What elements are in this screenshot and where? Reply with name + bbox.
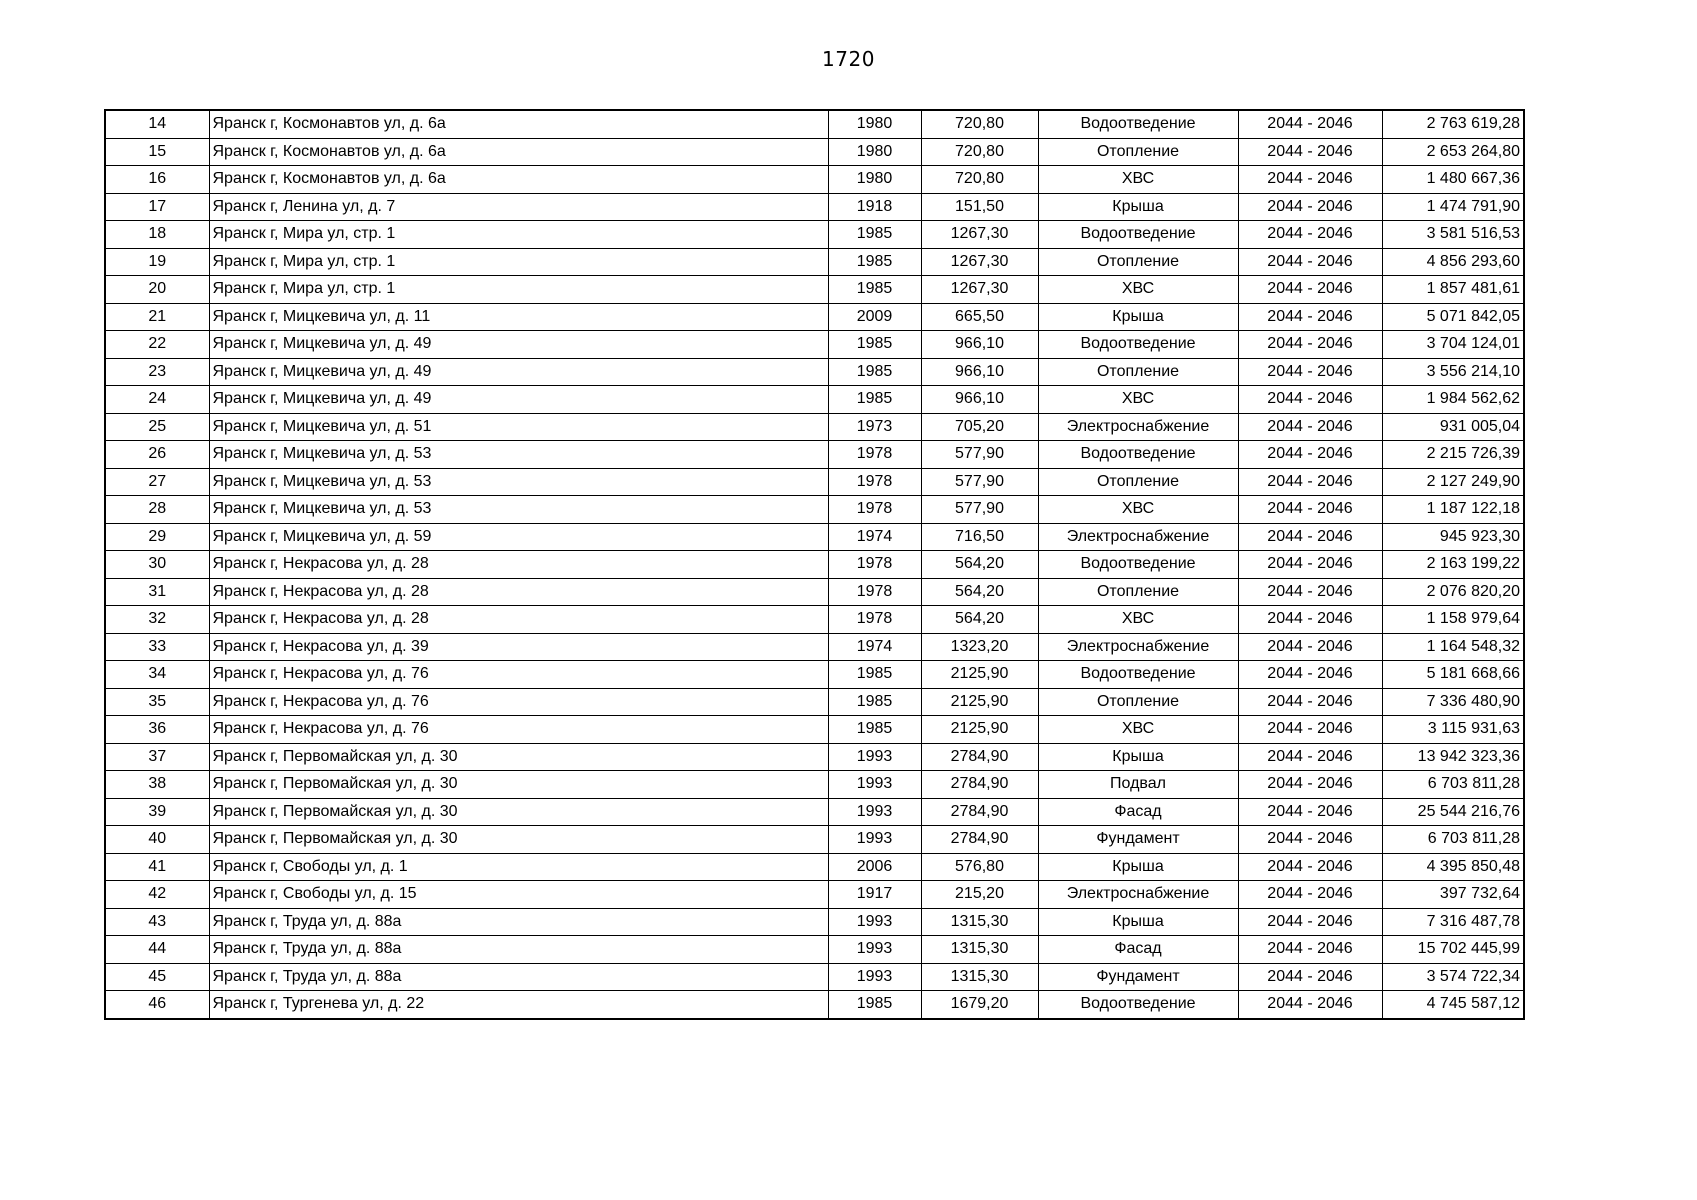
build-year-cell: 1985 bbox=[828, 386, 921, 414]
build-year-cell: 1993 bbox=[828, 963, 921, 991]
address-cell: Яранск г, Труда ул, д. 88а bbox=[209, 963, 828, 991]
row-number-cell: 14 bbox=[105, 110, 209, 138]
area-cell: 966,10 bbox=[921, 331, 1038, 359]
work-type-cell: Фасад bbox=[1038, 936, 1238, 964]
work-type-cell: ХВС bbox=[1038, 166, 1238, 194]
row-number-cell: 36 bbox=[105, 716, 209, 744]
work-type-cell: Фасад bbox=[1038, 798, 1238, 826]
work-type-cell: Крыша bbox=[1038, 303, 1238, 331]
area-cell: 576,80 bbox=[921, 853, 1038, 881]
area-cell: 1267,30 bbox=[921, 276, 1038, 304]
work-type-cell: Электроснабжение bbox=[1038, 881, 1238, 909]
address-cell: Яранск г, Некрасова ул, д. 28 bbox=[209, 551, 828, 579]
row-number-cell: 33 bbox=[105, 633, 209, 661]
table-row bbox=[105, 853, 1524, 881]
build-year-cell: 1978 bbox=[828, 468, 921, 496]
work-type-cell: ХВС bbox=[1038, 496, 1238, 524]
address-cell: Яранск г, Мира ул, стр. 1 bbox=[209, 248, 828, 276]
period-cell: 2044 - 2046 bbox=[1238, 496, 1382, 524]
table-row bbox=[105, 798, 1524, 826]
period-cell: 2044 - 2046 bbox=[1238, 771, 1382, 799]
table-row bbox=[105, 688, 1524, 716]
build-year-cell: 1978 bbox=[828, 441, 921, 469]
address-cell: Яранск г, Труда ул, д. 88а bbox=[209, 936, 828, 964]
build-year-cell: 1993 bbox=[828, 936, 921, 964]
period-cell: 2044 - 2046 bbox=[1238, 633, 1382, 661]
cost-cell: 2 127 249,90 bbox=[1382, 468, 1524, 496]
row-number-cell: 30 bbox=[105, 551, 209, 579]
cost-cell: 2 076 820,20 bbox=[1382, 578, 1524, 606]
period-cell: 2044 - 2046 bbox=[1238, 606, 1382, 634]
address-cell: Яранск г, Некрасова ул, д. 76 bbox=[209, 716, 828, 744]
build-year-cell: 1985 bbox=[828, 276, 921, 304]
build-year-cell: 1993 bbox=[828, 771, 921, 799]
address-cell: Яранск г, Свободы ул, д. 15 bbox=[209, 881, 828, 909]
address-cell: Яранск г, Некрасова ул, д. 28 bbox=[209, 578, 828, 606]
address-cell: Яранск г, Некрасова ул, д. 39 bbox=[209, 633, 828, 661]
table-row bbox=[105, 468, 1524, 496]
cost-cell: 6 703 811,28 bbox=[1382, 826, 1524, 854]
row-number-cell: 18 bbox=[105, 221, 209, 249]
period-cell: 2044 - 2046 bbox=[1238, 991, 1382, 1019]
table-row bbox=[105, 908, 1524, 936]
row-number-cell: 29 bbox=[105, 523, 209, 551]
row-number-cell: 41 bbox=[105, 853, 209, 881]
cost-cell: 4 395 850,48 bbox=[1382, 853, 1524, 881]
work-type-cell: Отопление bbox=[1038, 468, 1238, 496]
work-type-cell: Отопление bbox=[1038, 578, 1238, 606]
address-cell: Яранск г, Мицкевича ул, д. 49 bbox=[209, 386, 828, 414]
table-row bbox=[105, 881, 1524, 909]
row-number-cell: 34 bbox=[105, 661, 209, 689]
table-row bbox=[105, 523, 1524, 551]
work-type-cell: Фундамент bbox=[1038, 963, 1238, 991]
address-cell: Яранск г, Мира ул, стр. 1 bbox=[209, 221, 828, 249]
row-number-cell: 15 bbox=[105, 138, 209, 166]
row-number-cell: 46 bbox=[105, 991, 209, 1019]
address-cell: Яранск г, Труда ул, д. 88а bbox=[209, 908, 828, 936]
work-type-cell: Электроснабжение bbox=[1038, 633, 1238, 661]
address-cell: Яранск г, Мицкевича ул, д. 53 bbox=[209, 441, 828, 469]
build-year-cell: 2009 bbox=[828, 303, 921, 331]
row-number-cell: 21 bbox=[105, 303, 209, 331]
build-year-cell: 1985 bbox=[828, 991, 921, 1019]
cost-cell: 2 763 619,28 bbox=[1382, 110, 1524, 138]
table-row bbox=[105, 248, 1524, 276]
address-cell: Яранск г, Мира ул, стр. 1 bbox=[209, 276, 828, 304]
table-row bbox=[105, 110, 1524, 138]
cost-cell: 1 158 979,64 bbox=[1382, 606, 1524, 634]
table-row bbox=[105, 221, 1524, 249]
work-type-cell: Водоотведение bbox=[1038, 661, 1238, 689]
build-year-cell: 1985 bbox=[828, 688, 921, 716]
table-row bbox=[105, 963, 1524, 991]
row-number-cell: 37 bbox=[105, 743, 209, 771]
work-type-cell: Крыша bbox=[1038, 853, 1238, 881]
table-row bbox=[105, 661, 1524, 689]
work-type-cell: Отопление bbox=[1038, 358, 1238, 386]
build-year-cell: 1978 bbox=[828, 606, 921, 634]
row-number-cell: 35 bbox=[105, 688, 209, 716]
build-year-cell: 1985 bbox=[828, 661, 921, 689]
address-cell: Яранск г, Первомайская ул, д. 30 bbox=[209, 771, 828, 799]
period-cell: 2044 - 2046 bbox=[1238, 688, 1382, 716]
build-year-cell: 1978 bbox=[828, 496, 921, 524]
cost-cell: 2 653 264,80 bbox=[1382, 138, 1524, 166]
cost-cell: 5 071 842,05 bbox=[1382, 303, 1524, 331]
cost-cell: 931 005,04 bbox=[1382, 413, 1524, 441]
address-cell: Яранск г, Космонавтов ул, д. 6а bbox=[209, 138, 828, 166]
area-cell: 2784,90 bbox=[921, 743, 1038, 771]
area-cell: 716,50 bbox=[921, 523, 1038, 551]
row-number-cell: 28 bbox=[105, 496, 209, 524]
period-cell: 2044 - 2046 bbox=[1238, 798, 1382, 826]
table-row bbox=[105, 276, 1524, 304]
address-cell: Яранск г, Некрасова ул, д. 76 bbox=[209, 661, 828, 689]
build-year-cell: 1985 bbox=[828, 248, 921, 276]
area-cell: 577,90 bbox=[921, 496, 1038, 524]
row-number-cell: 22 bbox=[105, 331, 209, 359]
period-cell: 2044 - 2046 bbox=[1238, 110, 1382, 138]
period-cell: 2044 - 2046 bbox=[1238, 661, 1382, 689]
address-cell: Яранск г, Мицкевича ул, д. 53 bbox=[209, 468, 828, 496]
area-cell: 2125,90 bbox=[921, 661, 1038, 689]
table-row bbox=[105, 331, 1524, 359]
period-cell: 2044 - 2046 bbox=[1238, 908, 1382, 936]
row-number-cell: 43 bbox=[105, 908, 209, 936]
area-cell: 151,50 bbox=[921, 193, 1038, 221]
area-cell: 564,20 bbox=[921, 606, 1038, 634]
address-cell: Яранск г, Первомайская ул, д. 30 bbox=[209, 798, 828, 826]
area-cell: 705,20 bbox=[921, 413, 1038, 441]
build-year-cell: 1974 bbox=[828, 523, 921, 551]
cost-cell: 1 857 481,61 bbox=[1382, 276, 1524, 304]
build-year-cell: 1980 bbox=[828, 110, 921, 138]
cost-cell: 13 942 323,36 bbox=[1382, 743, 1524, 771]
work-type-cell: Отопление bbox=[1038, 688, 1238, 716]
work-type-cell: Электроснабжение bbox=[1038, 523, 1238, 551]
address-cell: Яранск г, Мицкевича ул, д. 51 bbox=[209, 413, 828, 441]
build-year-cell: 1993 bbox=[828, 826, 921, 854]
cost-cell: 3 574 722,34 bbox=[1382, 963, 1524, 991]
area-cell: 2784,90 bbox=[921, 771, 1038, 799]
address-cell: Яранск г, Мицкевича ул, д. 49 bbox=[209, 331, 828, 359]
address-cell: Яранск г, Первомайская ул, д. 30 bbox=[209, 826, 828, 854]
table-row bbox=[105, 303, 1524, 331]
period-cell: 2044 - 2046 bbox=[1238, 716, 1382, 744]
table-row bbox=[105, 606, 1524, 634]
period-cell: 2044 - 2046 bbox=[1238, 413, 1382, 441]
cost-cell: 3 115 931,63 bbox=[1382, 716, 1524, 744]
period-cell: 2044 - 2046 bbox=[1238, 441, 1382, 469]
period-cell: 2044 - 2046 bbox=[1238, 303, 1382, 331]
build-year-cell: 1974 bbox=[828, 633, 921, 661]
period-cell: 2044 - 2046 bbox=[1238, 138, 1382, 166]
cost-cell: 1 480 667,36 bbox=[1382, 166, 1524, 194]
work-type-cell: Крыша bbox=[1038, 743, 1238, 771]
cost-cell: 3 581 516,53 bbox=[1382, 221, 1524, 249]
cost-cell: 3 704 124,01 bbox=[1382, 331, 1524, 359]
work-type-cell: Водоотведение bbox=[1038, 221, 1238, 249]
cost-cell: 397 732,64 bbox=[1382, 881, 1524, 909]
address-cell: Яранск г, Тургенева ул, д. 22 bbox=[209, 991, 828, 1019]
area-cell: 1679,20 bbox=[921, 991, 1038, 1019]
repair-schedule-table bbox=[104, 109, 1525, 1020]
period-cell: 2044 - 2046 bbox=[1238, 551, 1382, 579]
build-year-cell: 1918 bbox=[828, 193, 921, 221]
cost-cell: 7 316 487,78 bbox=[1382, 908, 1524, 936]
area-cell: 720,80 bbox=[921, 166, 1038, 194]
build-year-cell: 1985 bbox=[828, 358, 921, 386]
cost-cell: 945 923,30 bbox=[1382, 523, 1524, 551]
cost-cell: 25 544 216,76 bbox=[1382, 798, 1524, 826]
work-type-cell: Фундамент bbox=[1038, 826, 1238, 854]
address-cell: Яранск г, Космонавтов ул, д. 6а bbox=[209, 110, 828, 138]
period-cell: 2044 - 2046 bbox=[1238, 221, 1382, 249]
cost-cell: 7 336 480,90 bbox=[1382, 688, 1524, 716]
work-type-cell: ХВС bbox=[1038, 716, 1238, 744]
work-type-cell: Водоотведение bbox=[1038, 110, 1238, 138]
cost-cell: 1 984 562,62 bbox=[1382, 386, 1524, 414]
build-year-cell: 1993 bbox=[828, 798, 921, 826]
cost-cell: 4 856 293,60 bbox=[1382, 248, 1524, 276]
build-year-cell: 2006 bbox=[828, 853, 921, 881]
build-year-cell: 1917 bbox=[828, 881, 921, 909]
period-cell: 2044 - 2046 bbox=[1238, 358, 1382, 386]
build-year-cell: 1985 bbox=[828, 331, 921, 359]
row-number-cell: 45 bbox=[105, 963, 209, 991]
address-cell: Яранск г, Космонавтов ул, д. 6а bbox=[209, 166, 828, 194]
address-cell: Яранск г, Первомайская ул, д. 30 bbox=[209, 743, 828, 771]
build-year-cell: 1985 bbox=[828, 716, 921, 744]
work-type-cell: Отопление bbox=[1038, 248, 1238, 276]
table-row bbox=[105, 716, 1524, 744]
build-year-cell: 1978 bbox=[828, 551, 921, 579]
area-cell: 2784,90 bbox=[921, 798, 1038, 826]
area-cell: 564,20 bbox=[921, 578, 1038, 606]
work-type-cell: Электроснабжение bbox=[1038, 413, 1238, 441]
area-cell: 2125,90 bbox=[921, 688, 1038, 716]
address-cell: Яранск г, Некрасова ул, д. 28 bbox=[209, 606, 828, 634]
row-number-cell: 27 bbox=[105, 468, 209, 496]
row-number-cell: 44 bbox=[105, 936, 209, 964]
table-row bbox=[105, 166, 1524, 194]
row-number-cell: 20 bbox=[105, 276, 209, 304]
work-type-cell: Крыша bbox=[1038, 908, 1238, 936]
table-row bbox=[105, 193, 1524, 221]
period-cell: 2044 - 2046 bbox=[1238, 881, 1382, 909]
area-cell: 2784,90 bbox=[921, 826, 1038, 854]
address-cell: Яранск г, Мицкевича ул, д. 11 bbox=[209, 303, 828, 331]
table-row bbox=[105, 743, 1524, 771]
row-number-cell: 25 bbox=[105, 413, 209, 441]
period-cell: 2044 - 2046 bbox=[1238, 166, 1382, 194]
area-cell: 1315,30 bbox=[921, 908, 1038, 936]
area-cell: 577,90 bbox=[921, 441, 1038, 469]
row-number-cell: 19 bbox=[105, 248, 209, 276]
table-row bbox=[105, 496, 1524, 524]
row-number-cell: 40 bbox=[105, 826, 209, 854]
table-row bbox=[105, 358, 1524, 386]
period-cell: 2044 - 2046 bbox=[1238, 853, 1382, 881]
cost-cell: 3 556 214,10 bbox=[1382, 358, 1524, 386]
period-cell: 2044 - 2046 bbox=[1238, 193, 1382, 221]
cost-cell: 4 745 587,12 bbox=[1382, 991, 1524, 1019]
cost-cell: 1 187 122,18 bbox=[1382, 496, 1524, 524]
row-number-cell: 39 bbox=[105, 798, 209, 826]
area-cell: 966,10 bbox=[921, 358, 1038, 386]
cost-cell: 1 164 548,32 bbox=[1382, 633, 1524, 661]
address-cell: Яранск г, Мицкевича ул, д. 53 bbox=[209, 496, 828, 524]
row-number-cell: 23 bbox=[105, 358, 209, 386]
table-row bbox=[105, 991, 1524, 1019]
period-cell: 2044 - 2046 bbox=[1238, 743, 1382, 771]
cost-cell: 6 703 811,28 bbox=[1382, 771, 1524, 799]
address-cell: Яранск г, Свободы ул, д. 1 bbox=[209, 853, 828, 881]
cost-cell: 2 215 726,39 bbox=[1382, 441, 1524, 469]
cost-cell: 5 181 668,66 bbox=[1382, 661, 1524, 689]
work-type-cell: ХВС bbox=[1038, 276, 1238, 304]
build-year-cell: 1993 bbox=[828, 908, 921, 936]
table-row bbox=[105, 771, 1524, 799]
cost-cell: 2 163 199,22 bbox=[1382, 551, 1524, 579]
build-year-cell: 1993 bbox=[828, 743, 921, 771]
area-cell: 665,50 bbox=[921, 303, 1038, 331]
work-type-cell: ХВС bbox=[1038, 386, 1238, 414]
area-cell: 577,90 bbox=[921, 468, 1038, 496]
address-cell: Яранск г, Мицкевича ул, д. 59 bbox=[209, 523, 828, 551]
table-body bbox=[105, 110, 1524, 1019]
work-type-cell: Водоотведение bbox=[1038, 331, 1238, 359]
row-number-cell: 42 bbox=[105, 881, 209, 909]
work-type-cell: ХВС bbox=[1038, 606, 1238, 634]
work-type-cell: Водоотведение bbox=[1038, 551, 1238, 579]
area-cell: 1315,30 bbox=[921, 936, 1038, 964]
period-cell: 2044 - 2046 bbox=[1238, 468, 1382, 496]
table-row bbox=[105, 826, 1524, 854]
cost-cell: 1 474 791,90 bbox=[1382, 193, 1524, 221]
row-number-cell: 32 bbox=[105, 606, 209, 634]
work-type-cell: Подвал bbox=[1038, 771, 1238, 799]
address-cell: Яранск г, Мицкевича ул, д. 49 bbox=[209, 358, 828, 386]
build-year-cell: 1980 bbox=[828, 138, 921, 166]
period-cell: 2044 - 2046 bbox=[1238, 386, 1382, 414]
area-cell: 1267,30 bbox=[921, 248, 1038, 276]
area-cell: 1315,30 bbox=[921, 963, 1038, 991]
area-cell: 2125,90 bbox=[921, 716, 1038, 744]
address-cell: Яранск г, Некрасова ул, д. 76 bbox=[209, 688, 828, 716]
cost-cell: 15 702 445,99 bbox=[1382, 936, 1524, 964]
work-type-cell: Водоотведение bbox=[1038, 441, 1238, 469]
work-type-cell: Крыша bbox=[1038, 193, 1238, 221]
row-number-cell: 17 bbox=[105, 193, 209, 221]
table-row bbox=[105, 551, 1524, 579]
period-cell: 2044 - 2046 bbox=[1238, 331, 1382, 359]
table-row bbox=[105, 413, 1524, 441]
build-year-cell: 1978 bbox=[828, 578, 921, 606]
build-year-cell: 1973 bbox=[828, 413, 921, 441]
page-number: 1720 bbox=[822, 47, 875, 71]
area-cell: 564,20 bbox=[921, 551, 1038, 579]
period-cell: 2044 - 2046 bbox=[1238, 578, 1382, 606]
area-cell: 966,10 bbox=[921, 386, 1038, 414]
table-row bbox=[105, 441, 1524, 469]
period-cell: 2044 - 2046 bbox=[1238, 826, 1382, 854]
table-row bbox=[105, 386, 1524, 414]
area-cell: 1323,20 bbox=[921, 633, 1038, 661]
table-row bbox=[105, 936, 1524, 964]
area-cell: 720,80 bbox=[921, 138, 1038, 166]
build-year-cell: 1980 bbox=[828, 166, 921, 194]
row-number-cell: 31 bbox=[105, 578, 209, 606]
row-number-cell: 24 bbox=[105, 386, 209, 414]
row-number-cell: 26 bbox=[105, 441, 209, 469]
period-cell: 2044 - 2046 bbox=[1238, 936, 1382, 964]
period-cell: 2044 - 2046 bbox=[1238, 248, 1382, 276]
table-row bbox=[105, 578, 1524, 606]
area-cell: 720,80 bbox=[921, 110, 1038, 138]
build-year-cell: 1985 bbox=[828, 221, 921, 249]
address-cell: Яранск г, Ленина ул, д. 7 bbox=[209, 193, 828, 221]
area-cell: 215,20 bbox=[921, 881, 1038, 909]
table-row bbox=[105, 138, 1524, 166]
work-type-cell: Отопление bbox=[1038, 138, 1238, 166]
period-cell: 2044 - 2046 bbox=[1238, 276, 1382, 304]
area-cell: 1267,30 bbox=[921, 221, 1038, 249]
row-number-cell: 16 bbox=[105, 166, 209, 194]
period-cell: 2044 - 2046 bbox=[1238, 523, 1382, 551]
period-cell: 2044 - 2046 bbox=[1238, 963, 1382, 991]
work-type-cell: Водоотведение bbox=[1038, 991, 1238, 1019]
table-row bbox=[105, 633, 1524, 661]
row-number-cell: 38 bbox=[105, 771, 209, 799]
